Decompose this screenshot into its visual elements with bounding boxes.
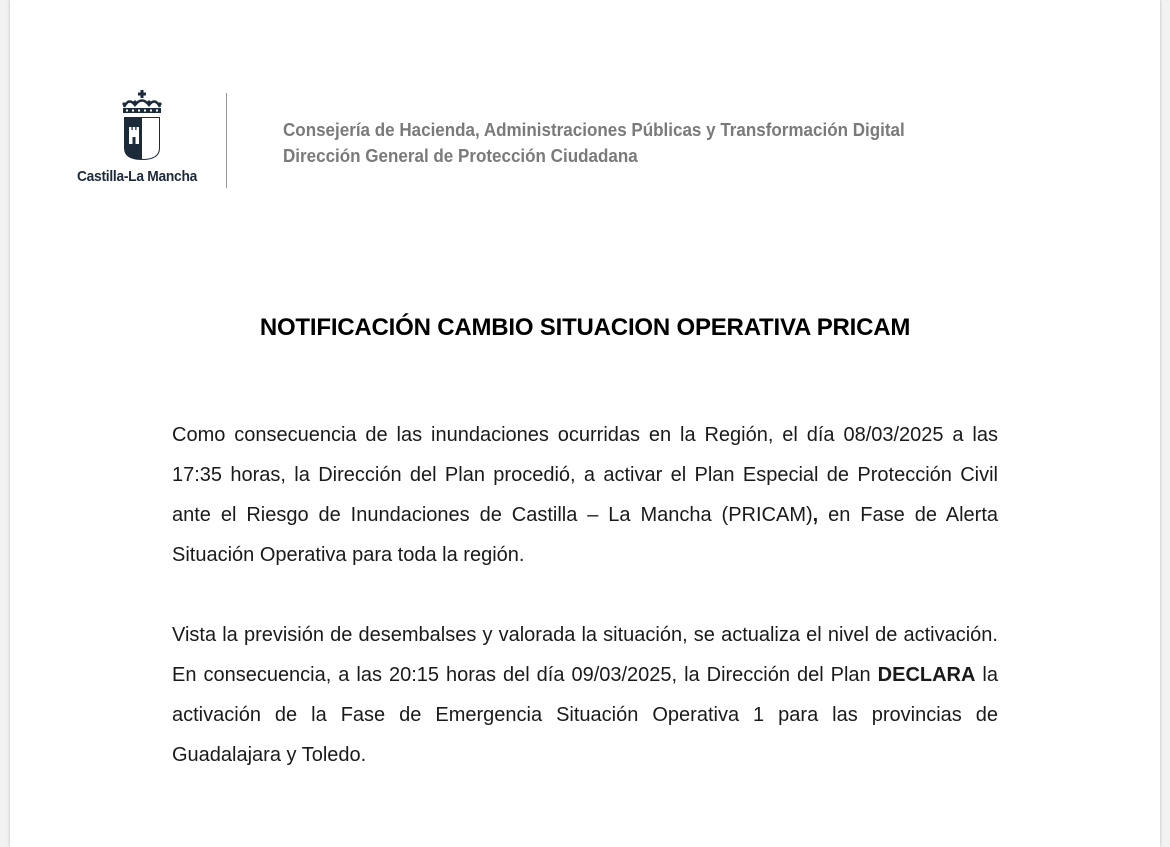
document-title: NOTIFICACIÓN CAMBIO SITUACION OPERATIVA PRICAM bbox=[259, 314, 911, 341]
castilla-la-mancha-logo bbox=[68, 90, 218, 190]
logo-wordmark: Castilla-La Mancha bbox=[76, 168, 198, 185]
paragraph1-text-end: en Fase de Alerta Situación Operativa para toda la región. bbox=[172, 504, 999, 566]
paragraph2-text-start: Vista la previsión de desembalses y valorada la situación, se actualiza el nivel de activación. En consecuencia, a las 20:15 horas del día 09/03/2025, la Dirección del Plan bbox=[172, 624, 998, 686]
paragraph2-text-end: la activación de la Fase de Emergencia Situación Operativa 1 para las provincias de Guadalajara y Toledo. bbox=[172, 664, 999, 766]
header-line-directorate: Dirección General de Protección Ciudadana bbox=[283, 145, 638, 166]
coat-of-arms-icon bbox=[120, 90, 164, 162]
paragraph1-comma: , bbox=[812, 504, 819, 526]
header-department bbox=[283, 117, 905, 169]
paragraph1-text-start: Como consecuencia de las inundaciones ocurridas en la Región, el día 08/03/2025 a las 17:35 horas, la Dirección del Plan procedió, a activar el Plan Especial de Protección Civil ante el Riesgo de Inundaciones de Castilla – La Mancha (PRICAM) bbox=[172, 424, 998, 526]
header-line-ministry: Consejería de Hacienda, Administraciones Públicas y Transformación Digital bbox=[283, 119, 905, 140]
declara-emphasis: DECLARA bbox=[877, 664, 976, 686]
paragraph-emergency-declaration bbox=[172, 615, 998, 775]
header-divider bbox=[226, 93, 227, 188]
document-page bbox=[10, 0, 1160, 847]
paragraph-alert-activation bbox=[172, 415, 998, 575]
